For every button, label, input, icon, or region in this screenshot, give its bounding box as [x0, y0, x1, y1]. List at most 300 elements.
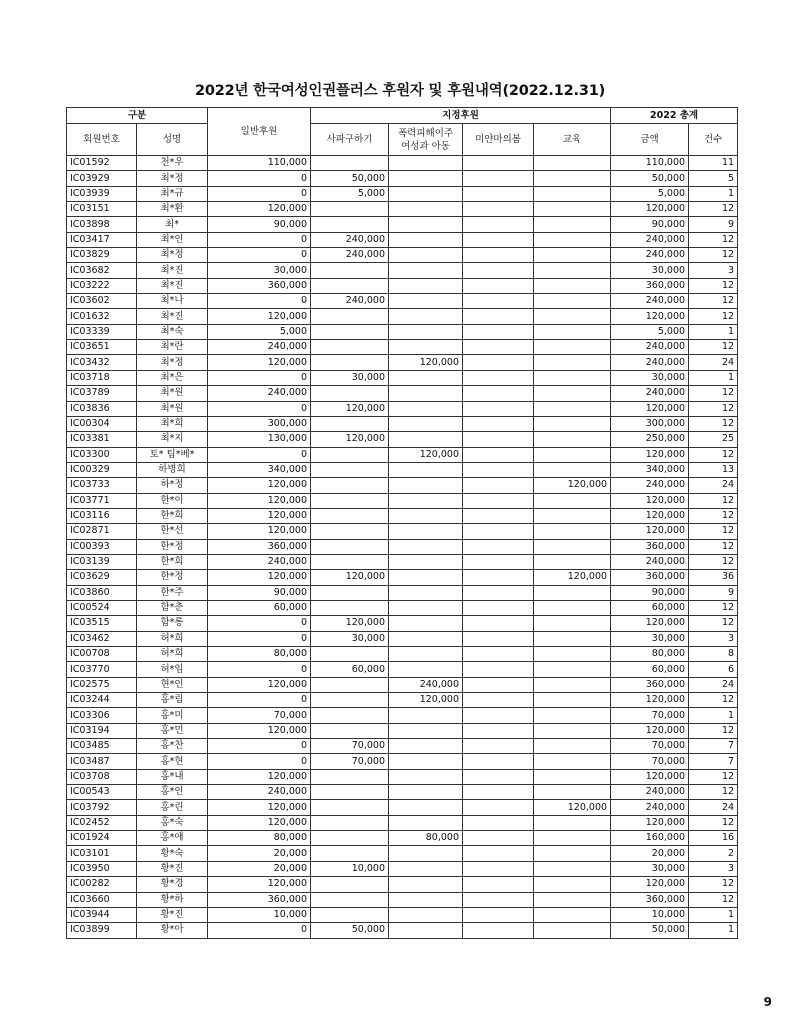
cell-member-no: IC03944 — [67, 907, 137, 922]
cell-edu — [534, 493, 611, 508]
cell-amount: 110,000 — [611, 156, 689, 171]
cell-amount: 5,000 — [611, 324, 689, 339]
cell-violence — [389, 171, 463, 186]
cell-count: 12 — [689, 616, 738, 631]
cell-name: 최*인 — [137, 232, 208, 247]
cell-unwed — [463, 478, 534, 493]
cell-amount: 240,000 — [611, 478, 689, 493]
cell-edu — [534, 815, 611, 830]
cell-unwed — [463, 907, 534, 922]
cell-count: 12 — [689, 877, 738, 892]
cell-violence — [389, 524, 463, 539]
cell-unwed — [463, 462, 534, 477]
table-row — [67, 600, 738, 615]
cell-amount: 120,000 — [611, 493, 689, 508]
cell-sapa: 50,000 — [311, 923, 389, 938]
cell-unwed — [463, 662, 534, 677]
cell-unwed — [463, 217, 534, 232]
cell-general: 0 — [208, 171, 311, 186]
cell-unwed — [463, 232, 534, 247]
cell-unwed — [463, 263, 534, 278]
cell-violence — [389, 600, 463, 615]
cell-general: 120,000 — [208, 493, 311, 508]
cell-member-no: IC03629 — [67, 570, 137, 585]
cell-sapa: 10,000 — [311, 861, 389, 876]
cell-count: 24 — [689, 478, 738, 493]
table-row — [67, 370, 738, 385]
cell-name: 하병희 — [137, 462, 208, 477]
cell-name: 홍*숙 — [137, 815, 208, 830]
cell-unwed — [463, 693, 534, 708]
cell-count: 1 — [689, 370, 738, 385]
cell-unwed — [463, 156, 534, 171]
cell-general: 240,000 — [208, 554, 311, 569]
cell-count: 1 — [689, 708, 738, 723]
cell-unwed — [463, 877, 534, 892]
cell-name: 최*원 — [137, 401, 208, 416]
table-row — [67, 524, 738, 539]
cell-unwed — [463, 294, 534, 309]
cell-violence — [389, 386, 463, 401]
cell-amount: 60,000 — [611, 662, 689, 677]
cell-name: 최*희 — [137, 416, 208, 431]
cell-count: 12 — [689, 892, 738, 907]
cell-count: 24 — [689, 800, 738, 815]
cell-edu — [534, 616, 611, 631]
cell-member-no: IC03116 — [67, 508, 137, 523]
cell-sapa — [311, 554, 389, 569]
cell-amount: 120,000 — [611, 693, 689, 708]
cell-amount: 360,000 — [611, 677, 689, 692]
cell-count: 3 — [689, 631, 738, 646]
cell-unwed — [463, 861, 534, 876]
cell-member-no: IC00304 — [67, 416, 137, 431]
cell-name: 최*정 — [137, 248, 208, 263]
page-number: 9 — [763, 995, 772, 1009]
cell-edu — [534, 708, 611, 723]
cell-amount: 120,000 — [611, 815, 689, 830]
cell-unwed — [463, 278, 534, 293]
cell-edu — [534, 278, 611, 293]
cell-member-no: IC00524 — [67, 600, 137, 615]
cell-count: 16 — [689, 831, 738, 846]
cell-member-no: IC03708 — [67, 769, 137, 784]
table-row — [67, 478, 738, 493]
cell-edu — [534, 785, 611, 800]
cell-amount: 240,000 — [611, 248, 689, 263]
cell-unwed — [463, 186, 534, 201]
cell-violence — [389, 647, 463, 662]
cell-amount: 160,000 — [611, 831, 689, 846]
cell-edu — [534, 355, 611, 370]
header-member-no: 회원번호 — [67, 124, 137, 156]
cell-member-no: IC03950 — [67, 861, 137, 876]
cell-unwed — [463, 600, 534, 615]
cell-violence — [389, 340, 463, 355]
cell-edu — [534, 754, 611, 769]
cell-member-no: IC01592 — [67, 156, 137, 171]
cell-violence — [389, 739, 463, 754]
cell-sapa — [311, 892, 389, 907]
cell-name: 황*진 — [137, 907, 208, 922]
cell-name: 한*희 — [137, 554, 208, 569]
header-group-row — [67, 108, 738, 124]
cell-sapa: 30,000 — [311, 370, 389, 385]
cell-edu — [534, 861, 611, 876]
table-row — [67, 693, 738, 708]
cell-count: 1 — [689, 923, 738, 938]
cell-general: 80,000 — [208, 831, 311, 846]
header-amount: 금액 — [611, 124, 689, 156]
table-row — [67, 416, 738, 431]
cell-count: 6 — [689, 662, 738, 677]
cell-name: 최*은 — [137, 370, 208, 385]
cell-sapa — [311, 156, 389, 171]
cell-violence: 120,000 — [389, 447, 463, 462]
cell-general: 120,000 — [208, 202, 311, 217]
cell-name: 홍*현 — [137, 754, 208, 769]
header-column-row — [67, 124, 738, 156]
cell-violence — [389, 861, 463, 876]
cell-count: 12 — [689, 539, 738, 554]
table-row — [67, 508, 738, 523]
cell-sapa — [311, 524, 389, 539]
table-row — [67, 800, 738, 815]
cell-amount: 360,000 — [611, 539, 689, 554]
cell-general: 20,000 — [208, 846, 311, 861]
cell-general: 110,000 — [208, 156, 311, 171]
cell-edu — [534, 508, 611, 523]
cell-sapa: 50,000 — [311, 171, 389, 186]
cell-violence — [389, 616, 463, 631]
cell-sapa — [311, 846, 389, 861]
cell-member-no: IC03651 — [67, 340, 137, 355]
cell-name: 홍*찬 — [137, 739, 208, 754]
cell-count: 2 — [689, 846, 738, 861]
cell-amount: 30,000 — [611, 631, 689, 646]
table-row — [67, 401, 738, 416]
table-row — [67, 831, 738, 846]
cell-edu — [534, 186, 611, 201]
cell-amount: 120,000 — [611, 877, 689, 892]
cell-general: 120,000 — [208, 355, 311, 370]
cell-edu — [534, 647, 611, 662]
cell-amount: 360,000 — [611, 570, 689, 585]
cell-violence — [389, 754, 463, 769]
cell-name: 홍*인 — [137, 785, 208, 800]
cell-member-no: IC01924 — [67, 831, 137, 846]
cell-violence — [389, 846, 463, 861]
cell-name: 홍*민 — [137, 723, 208, 738]
cell-amount: 20,000 — [611, 846, 689, 861]
cell-count: 24 — [689, 355, 738, 370]
cell-amount: 120,000 — [611, 508, 689, 523]
cell-edu — [534, 662, 611, 677]
cell-unwed — [463, 846, 534, 861]
cell-amount: 70,000 — [611, 754, 689, 769]
cell-general: 0 — [208, 662, 311, 677]
cell-unwed — [463, 723, 534, 738]
cell-member-no: IC03222 — [67, 278, 137, 293]
cell-violence — [389, 370, 463, 385]
cell-general: 300,000 — [208, 416, 311, 431]
cell-amount: 360,000 — [611, 278, 689, 293]
table-row — [67, 263, 738, 278]
cell-edu — [534, 432, 611, 447]
cell-amount: 240,000 — [611, 785, 689, 800]
cell-count: 12 — [689, 524, 738, 539]
cell-sapa — [311, 539, 389, 554]
cell-general: 120,000 — [208, 677, 311, 692]
cell-amount: 120,000 — [611, 616, 689, 631]
cell-general: 240,000 — [208, 386, 311, 401]
cell-amount: 240,000 — [611, 232, 689, 247]
table-row — [67, 294, 738, 309]
header-count: 건수 — [689, 124, 738, 156]
cell-amount: 5,000 — [611, 186, 689, 201]
cell-amount: 70,000 — [611, 708, 689, 723]
cell-member-no: IC03101 — [67, 846, 137, 861]
cell-unwed — [463, 616, 534, 631]
cell-name: 최*원 — [137, 386, 208, 401]
cell-edu — [534, 340, 611, 355]
cell-unwed — [463, 815, 534, 830]
cell-general: 340,000 — [208, 462, 311, 477]
cell-unwed — [463, 892, 534, 907]
cell-violence — [389, 248, 463, 263]
cell-violence — [389, 156, 463, 171]
cell-edu — [534, 263, 611, 278]
cell-sapa — [311, 647, 389, 662]
cell-violence — [389, 815, 463, 830]
cell-count: 12 — [689, 600, 738, 615]
table-row — [67, 171, 738, 186]
cell-sapa: 70,000 — [311, 754, 389, 769]
cell-general: 120,000 — [208, 570, 311, 585]
cell-unwed — [463, 539, 534, 554]
table-row — [67, 324, 738, 339]
cell-count: 12 — [689, 815, 738, 830]
cell-member-no: IC00708 — [67, 647, 137, 662]
cell-sapa — [311, 478, 389, 493]
cell-amount: 120,000 — [611, 202, 689, 217]
cell-unwed — [463, 923, 534, 938]
cell-member-no: IC03836 — [67, 401, 137, 416]
cell-sapa: 70,000 — [311, 739, 389, 754]
cell-general: 0 — [208, 693, 311, 708]
cell-name: 현*인 — [137, 677, 208, 692]
cell-unwed — [463, 493, 534, 508]
cell-sapa: 60,000 — [311, 662, 389, 677]
donor-table — [66, 107, 738, 939]
cell-general: 360,000 — [208, 539, 311, 554]
cell-name: 한*정 — [137, 570, 208, 585]
cell-sapa: 240,000 — [311, 248, 389, 263]
cell-count: 12 — [689, 294, 738, 309]
cell-unwed — [463, 324, 534, 339]
cell-violence — [389, 278, 463, 293]
cell-amount: 120,000 — [611, 401, 689, 416]
header-violence — [389, 124, 463, 156]
cell-unwed — [463, 355, 534, 370]
cell-unwed — [463, 647, 534, 662]
cell-violence — [389, 493, 463, 508]
cell-count: 3 — [689, 263, 738, 278]
cell-violence — [389, 892, 463, 907]
cell-name: 한*정 — [137, 539, 208, 554]
cell-edu — [534, 693, 611, 708]
cell-sapa: 240,000 — [311, 232, 389, 247]
cell-general: 120,000 — [208, 815, 311, 830]
table-row — [67, 186, 738, 201]
cell-member-no: IC03860 — [67, 585, 137, 600]
cell-sapa — [311, 416, 389, 431]
cell-sapa — [311, 278, 389, 293]
cell-unwed — [463, 570, 534, 585]
cell-amount: 90,000 — [611, 217, 689, 232]
cell-violence — [389, 202, 463, 217]
cell-violence — [389, 539, 463, 554]
header-violence-line1: 폭력피해이주 — [397, 127, 454, 139]
cell-edu: 120,000 — [534, 570, 611, 585]
cell-violence — [389, 631, 463, 646]
cell-name: 한*선 — [137, 524, 208, 539]
cell-amount: 30,000 — [611, 370, 689, 385]
cell-count: 1 — [689, 907, 738, 922]
cell-sapa — [311, 508, 389, 523]
cell-sapa — [311, 600, 389, 615]
cell-name: 홍*애 — [137, 831, 208, 846]
cell-name: 허*희 — [137, 631, 208, 646]
cell-violence — [389, 800, 463, 815]
cell-edu — [534, 309, 611, 324]
cell-violence — [389, 769, 463, 784]
cell-member-no: IC03339 — [67, 324, 137, 339]
cell-amount: 120,000 — [611, 723, 689, 738]
table-row — [67, 554, 738, 569]
table-row — [67, 923, 738, 938]
cell-sapa — [311, 693, 389, 708]
cell-general: 0 — [208, 186, 311, 201]
cell-general: 90,000 — [208, 217, 311, 232]
cell-member-no: IC03602 — [67, 294, 137, 309]
cell-count: 12 — [689, 202, 738, 217]
cell-sapa — [311, 831, 389, 846]
cell-unwed — [463, 309, 534, 324]
cell-edu — [534, 585, 611, 600]
cell-unwed — [463, 708, 534, 723]
table-row — [67, 785, 738, 800]
cell-name: 황*숙 — [137, 846, 208, 861]
header-name: 성명 — [137, 124, 208, 156]
cell-violence — [389, 232, 463, 247]
cell-name: 최*란 — [137, 340, 208, 355]
table-row — [67, 447, 738, 462]
cell-member-no: IC03306 — [67, 708, 137, 723]
cell-general: 360,000 — [208, 278, 311, 293]
cell-edu — [534, 539, 611, 554]
cell-amount: 240,000 — [611, 554, 689, 569]
cell-name: 허*임 — [137, 662, 208, 677]
cell-general: 120,000 — [208, 524, 311, 539]
cell-amount: 120,000 — [611, 524, 689, 539]
cell-count: 12 — [689, 278, 738, 293]
cell-sapa — [311, 462, 389, 477]
cell-violence: 120,000 — [389, 693, 463, 708]
page-title: 2022년 한국여성인권플러스 후원자 및 후원내역(2022.12.31) — [194, 83, 606, 99]
table-row — [67, 631, 738, 646]
cell-general: 0 — [208, 754, 311, 769]
cell-edu: 120,000 — [534, 478, 611, 493]
cell-amount: 30,000 — [611, 861, 689, 876]
cell-unwed — [463, 370, 534, 385]
cell-unwed — [463, 554, 534, 569]
cell-count: 11 — [689, 156, 738, 171]
cell-general: 5,000 — [208, 324, 311, 339]
cell-name: 토* 팀*베* — [137, 447, 208, 462]
cell-edu — [534, 370, 611, 385]
cell-sapa — [311, 585, 389, 600]
cell-count: 13 — [689, 462, 738, 477]
cell-sapa: 120,000 — [311, 616, 389, 631]
table-row — [67, 815, 738, 830]
cell-violence — [389, 877, 463, 892]
cell-member-no: IC03515 — [67, 616, 137, 631]
cell-violence — [389, 585, 463, 600]
cell-member-no: IC03771 — [67, 493, 137, 508]
cell-unwed — [463, 248, 534, 263]
cell-sapa — [311, 217, 389, 232]
cell-count: 12 — [689, 769, 738, 784]
cell-member-no: IC03381 — [67, 432, 137, 447]
cell-name: 하*정 — [137, 478, 208, 493]
cell-violence — [389, 432, 463, 447]
cell-name: 천*우 — [137, 156, 208, 171]
cell-member-no: IC03194 — [67, 723, 137, 738]
cell-violence — [389, 554, 463, 569]
cell-general: 0 — [208, 294, 311, 309]
cell-edu: 120,000 — [534, 800, 611, 815]
cell-name: 황*진 — [137, 861, 208, 876]
cell-edu — [534, 202, 611, 217]
cell-name: 최*진 — [137, 263, 208, 278]
table-row — [67, 248, 738, 263]
cell-member-no: IC03718 — [67, 370, 137, 385]
cell-unwed — [463, 800, 534, 815]
cell-edu — [534, 171, 611, 186]
cell-name: 한*희 — [137, 508, 208, 523]
cell-sapa — [311, 877, 389, 892]
table-row — [67, 278, 738, 293]
cell-sapa — [311, 447, 389, 462]
cell-edu — [534, 416, 611, 431]
table-row — [67, 432, 738, 447]
cell-amount: 240,000 — [611, 386, 689, 401]
table-row — [67, 647, 738, 662]
cell-name: 홍*린 — [137, 800, 208, 815]
cell-amount: 50,000 — [611, 171, 689, 186]
cell-edu — [534, 232, 611, 247]
cell-name: 황*아 — [137, 923, 208, 938]
cell-name: 최*규 — [137, 186, 208, 201]
table-row — [67, 355, 738, 370]
cell-member-no: IC03660 — [67, 892, 137, 907]
cell-general: 60,000 — [208, 600, 311, 615]
cell-count: 7 — [689, 739, 738, 754]
cell-name: 최*진 — [137, 278, 208, 293]
table-row — [67, 723, 738, 738]
cell-member-no: IC03151 — [67, 202, 137, 217]
